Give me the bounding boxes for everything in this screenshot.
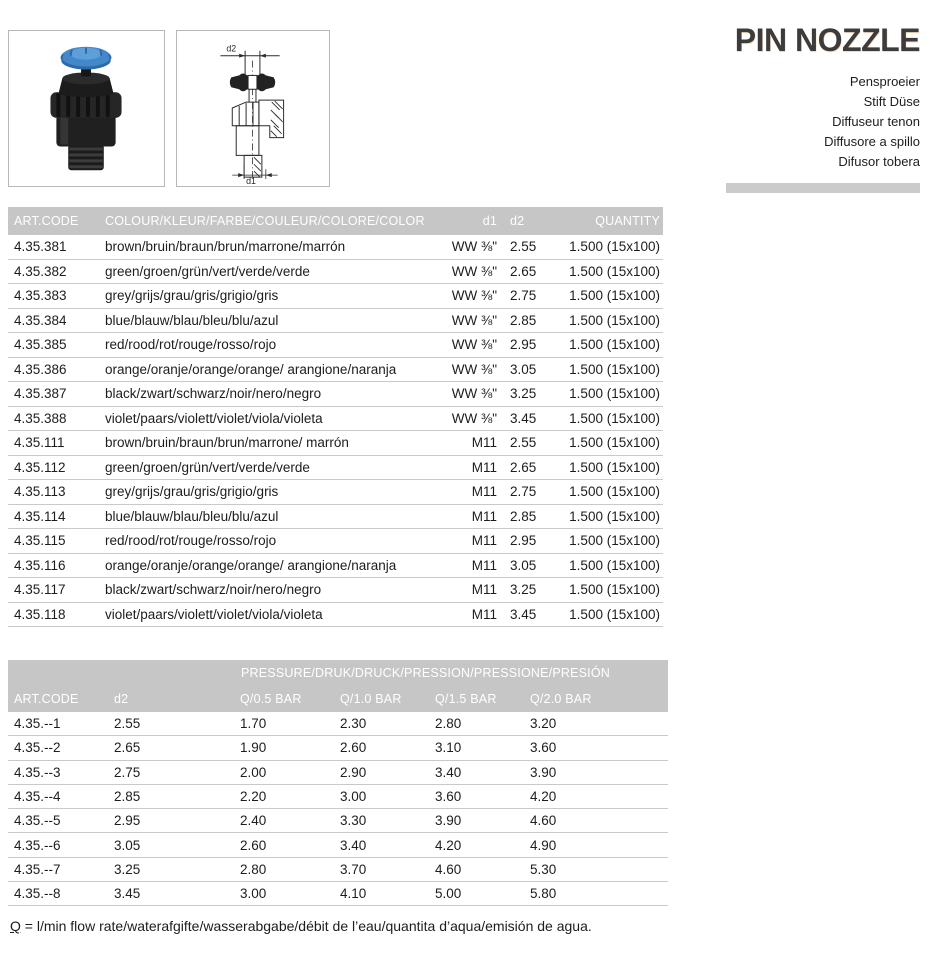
d2-cell: 3.05 <box>114 837 141 853</box>
page-title: PIN NOZZLE <box>734 22 920 58</box>
drawing-d2-label: d2 <box>226 43 237 54</box>
colour-cell: blue/blauw/blau/bleu/blu/azul <box>105 312 279 328</box>
d2-cell: 3.25 <box>114 861 141 877</box>
q15-cell: 5.00 <box>435 886 462 902</box>
d2-cell: 2.95 <box>114 813 141 829</box>
d2-cell: 3.45 <box>114 886 141 902</box>
pressure-header-q20: Q/2.0 BAR <box>530 692 592 706</box>
translation-de: Stift Düse <box>863 94 920 109</box>
pressure-table <box>8 660 668 906</box>
d1-cell: M11 <box>471 459 497 475</box>
q15-cell: 3.60 <box>435 789 462 805</box>
art-code-cell: 4.35.384 <box>14 312 67 328</box>
d2-cell: 2.85 <box>510 312 537 328</box>
colour-cell: brown/bruin/braun/brun/marrone/ marrón <box>105 435 349 451</box>
art-code-cell: 4.35.--7 <box>14 861 61 877</box>
colour-cell: orange/oranje/orange/orange/ arangione/naranja <box>105 361 397 377</box>
quantity-cell: 1.500 (15x100) <box>569 508 660 524</box>
art-code-cell: 4.35.387 <box>14 386 67 402</box>
d2-cell: 3.05 <box>510 361 537 377</box>
title-translations <box>620 72 920 172</box>
pressure-columns-row <box>8 686 668 712</box>
quantity-cell: 1.500 (15x100) <box>569 239 660 255</box>
spec-table-row <box>8 358 663 383</box>
footnote-symbol: Q <box>10 918 21 934</box>
art-code-cell: 4.35.111 <box>14 435 65 451</box>
spec-table-row <box>8 260 663 285</box>
q15-cell: 4.20 <box>435 837 462 853</box>
quantity-cell: 1.500 (15x100) <box>569 312 660 328</box>
art-code-cell: 4.35.114 <box>14 508 66 524</box>
q10-cell: 2.60 <box>340 740 367 756</box>
q05-cell: 2.80 <box>240 861 267 877</box>
spec-table-row <box>8 603 663 628</box>
d1-cell: M11 <box>471 484 497 500</box>
art-code-cell: 4.35.--2 <box>14 740 61 756</box>
q10-cell: 2.30 <box>340 716 367 732</box>
spec-table <box>8 207 663 627</box>
spec-table-row <box>8 407 663 432</box>
d2-cell: 2.85 <box>510 508 537 524</box>
translation-it: Diffusore a spillo <box>824 134 920 149</box>
q05-cell: 2.40 <box>240 813 267 829</box>
art-code-cell: 4.35.388 <box>14 410 67 426</box>
art-code-cell: 4.35.--5 <box>14 813 61 829</box>
spec-table-header <box>8 207 663 235</box>
d2-cell: 3.05 <box>510 557 537 573</box>
d1-cell: WW ⅜" <box>451 337 497 353</box>
pressure-span-row <box>8 660 668 686</box>
quantity-cell: 1.500 (15x100) <box>569 337 660 353</box>
translation-fr: Diffuseur tenon <box>832 114 920 129</box>
q20-cell: 5.80 <box>530 886 557 902</box>
quantity-cell: 1.500 (15x100) <box>569 386 660 402</box>
pressure-table-row <box>8 712 668 736</box>
d1-cell: WW ⅜" <box>451 410 497 426</box>
spec-header-d1: d1 <box>482 214 497 228</box>
d2-cell: 2.65 <box>114 740 141 756</box>
d2-cell: 3.25 <box>510 386 537 402</box>
quantity-cell: 1.500 (15x100) <box>569 361 660 377</box>
spec-header-d2: d2 <box>510 214 525 228</box>
spec-header-colour: COLOUR/KLEUR/FARBE/COULEUR/COLORE/COLOR <box>105 214 425 228</box>
art-code-cell: 4.35.115 <box>14 533 66 549</box>
pressure-header-q05: Q/0.5 BAR <box>240 692 302 706</box>
q10-cell: 3.40 <box>340 837 367 853</box>
art-code-cell: 4.35.--6 <box>14 837 61 853</box>
d2-cell: 2.85 <box>114 789 141 805</box>
spec-table-row <box>8 456 663 481</box>
colour-cell: blue/blauw/blau/bleu/blu/azul <box>105 508 279 524</box>
q20-cell: 4.90 <box>530 837 557 853</box>
pressure-span-header: PRESSURE/DRUK/DRUCK/PRESSION/PRESSIONE/PRESIÓN <box>241 666 610 680</box>
art-code-cell: 4.35.--3 <box>14 764 61 780</box>
d1-cell: WW ⅜" <box>451 288 497 304</box>
d2-cell: 3.25 <box>510 582 537 598</box>
d1-cell: WW ⅜" <box>451 386 497 402</box>
q05-cell: 2.00 <box>240 764 267 780</box>
spec-table-rows <box>8 235 663 627</box>
technical-drawing <box>177 31 329 186</box>
technical-drawing-frame <box>176 30 330 187</box>
pressure-table-row <box>8 809 668 833</box>
quantity-cell: 1.500 (15x100) <box>569 459 660 475</box>
art-code-cell: 4.35.113 <box>14 484 66 500</box>
spec-table-row <box>8 333 663 358</box>
art-code-cell: 4.35.116 <box>14 557 66 573</box>
art-code-cell: 4.35.--4 <box>14 789 61 805</box>
quantity-cell: 1.500 (15x100) <box>569 484 660 500</box>
colour-cell: grey/grijs/grau/gris/grigio/gris <box>105 484 279 500</box>
spec-table-row <box>8 529 663 554</box>
d2-cell: 2.55 <box>510 239 537 255</box>
quantity-cell: 1.500 (15x100) <box>569 410 660 426</box>
art-code-cell: 4.35.382 <box>14 263 67 279</box>
d2-cell: 2.75 <box>114 764 141 780</box>
d1-cell: WW ⅜" <box>451 263 497 279</box>
q15-cell: 3.10 <box>435 740 462 756</box>
q05-cell: 2.60 <box>240 837 267 853</box>
colour-cell: red/rood/rot/rouge/rosso/rojo <box>105 533 277 549</box>
q15-cell: 3.40 <box>435 764 462 780</box>
spec-header-artcode: ART.CODE <box>14 214 79 228</box>
d1-cell: M11 <box>471 557 497 573</box>
q10-cell: 3.00 <box>340 789 367 805</box>
pressure-table-header <box>8 660 668 712</box>
pressure-table-row <box>8 736 668 760</box>
colour-cell: grey/grijs/grau/gris/grigio/gris <box>105 288 279 304</box>
spec-table-row <box>8 578 663 603</box>
q15-cell: 2.80 <box>435 716 462 732</box>
d1-cell: WW ⅜" <box>451 239 497 255</box>
q05-cell: 1.90 <box>240 740 267 756</box>
art-code-cell: 4.35.383 <box>14 288 67 304</box>
d1-cell: WW ⅜" <box>451 312 497 328</box>
pin-nozzle-photo <box>9 31 164 186</box>
q05-cell: 1.70 <box>240 716 267 732</box>
colour-cell: black/zwart/schwarz/noir/nero/negro <box>105 582 322 598</box>
q20-cell: 3.60 <box>530 740 557 756</box>
footnote-text: = l/min flow rate/waterafgifte/wasserabgabe/débit de l’eau/quantita d’aqua/emisión de agua. <box>24 918 592 934</box>
colour-cell: brown/bruin/braun/brun/marrone/marrón <box>105 239 346 255</box>
q10-cell: 4.10 <box>340 886 367 902</box>
quantity-cell: 1.500 (15x100) <box>569 435 660 451</box>
title-divider-bar <box>726 183 920 193</box>
quantity-cell: 1.500 (15x100) <box>569 533 660 549</box>
quantity-cell: 1.500 (15x100) <box>569 557 660 573</box>
quantity-cell: 1.500 (15x100) <box>569 263 660 279</box>
pressure-table-row <box>8 882 668 906</box>
d1-cell: M11 <box>471 508 497 524</box>
d2-cell: 2.95 <box>510 337 537 353</box>
pressure-header-d2: d2 <box>114 692 129 706</box>
d2-cell: 2.55 <box>114 716 141 732</box>
colour-cell: orange/oranje/orange/orange/ arangione/naranja <box>105 557 397 573</box>
colour-cell: violet/paars/violett/violet/viola/violeta <box>105 410 323 426</box>
d2-cell: 3.45 <box>510 410 537 426</box>
q15-cell: 4.60 <box>435 861 462 877</box>
product-photo-frame <box>8 30 165 187</box>
art-code-cell: 4.35.112 <box>14 459 66 475</box>
colour-cell: violet/paars/violett/violet/viola/violeta <box>105 606 323 622</box>
q15-cell: 3.90 <box>435 813 462 829</box>
d2-cell: 2.55 <box>510 435 537 451</box>
pressure-table-row <box>8 761 668 785</box>
q20-cell: 4.60 <box>530 813 557 829</box>
pressure-header-q15: Q/1.5 BAR <box>435 692 497 706</box>
quantity-cell: 1.500 (15x100) <box>569 606 660 622</box>
title-block <box>620 24 920 193</box>
d2-cell: 2.65 <box>510 459 537 475</box>
quantity-cell: 1.500 (15x100) <box>569 582 660 598</box>
q10-cell: 3.30 <box>340 813 367 829</box>
pressure-header-artcode: ART.CODE <box>14 692 79 706</box>
art-code-cell: 4.35.118 <box>14 606 66 622</box>
spec-table-row <box>8 309 663 334</box>
q10-cell: 3.70 <box>340 861 367 877</box>
pressure-table-row <box>8 833 668 857</box>
art-code-cell: 4.35.386 <box>14 361 67 377</box>
q20-cell: 3.90 <box>530 764 557 780</box>
flow-rate-footnote <box>10 918 592 934</box>
spec-table-row <box>8 284 663 309</box>
art-code-cell: 4.35.--1 <box>14 716 61 732</box>
translation-es: Difusor tobera <box>838 154 920 169</box>
spec-table-row <box>8 554 663 579</box>
d2-cell: 2.65 <box>510 263 537 279</box>
spec-table-row <box>8 235 663 260</box>
spec-table-row <box>8 480 663 505</box>
colour-cell: red/rood/rot/rouge/rosso/rojo <box>105 337 277 353</box>
d2-cell: 3.45 <box>510 606 537 622</box>
d1-cell: WW ⅜" <box>451 361 497 377</box>
d2-cell: 2.95 <box>510 533 537 549</box>
d1-cell: M11 <box>471 435 497 451</box>
d2-cell: 2.75 <box>510 288 537 304</box>
art-code-cell: 4.35.385 <box>14 337 67 353</box>
d1-cell: M11 <box>471 533 497 549</box>
pressure-table-row <box>8 785 668 809</box>
q20-cell: 3.20 <box>530 716 557 732</box>
q20-cell: 4.20 <box>530 789 557 805</box>
colour-cell: green/groen/grün/vert/verde/verde <box>105 459 310 475</box>
art-code-cell: 4.35.--8 <box>14 886 61 902</box>
colour-cell: green/groen/grün/vert/verde/verde <box>105 263 310 279</box>
spec-table-row <box>8 382 663 407</box>
q05-cell: 2.20 <box>240 789 267 805</box>
d2-cell: 2.75 <box>510 484 537 500</box>
drawing-d1-label: d1 <box>246 176 256 186</box>
d1-cell: M11 <box>471 606 497 622</box>
pressure-header-q10: Q/1.0 BAR <box>340 692 402 706</box>
pressure-table-rows <box>8 712 668 906</box>
d1-cell: M11 <box>471 582 497 598</box>
q05-cell: 3.00 <box>240 886 267 902</box>
spec-table-row <box>8 431 663 456</box>
spec-header-quantity: QUANTITY <box>595 214 660 228</box>
quantity-cell: 1.500 (15x100) <box>569 288 660 304</box>
translation-nl: Pensproeier <box>849 74 920 89</box>
art-code-cell: 4.35.117 <box>14 582 66 598</box>
art-code-cell: 4.35.381 <box>14 239 67 255</box>
pressure-table-row <box>8 858 668 882</box>
colour-cell: black/zwart/schwarz/noir/nero/negro <box>105 386 322 402</box>
q10-cell: 2.90 <box>340 764 367 780</box>
spec-table-row <box>8 505 663 530</box>
q20-cell: 5.30 <box>530 861 557 877</box>
